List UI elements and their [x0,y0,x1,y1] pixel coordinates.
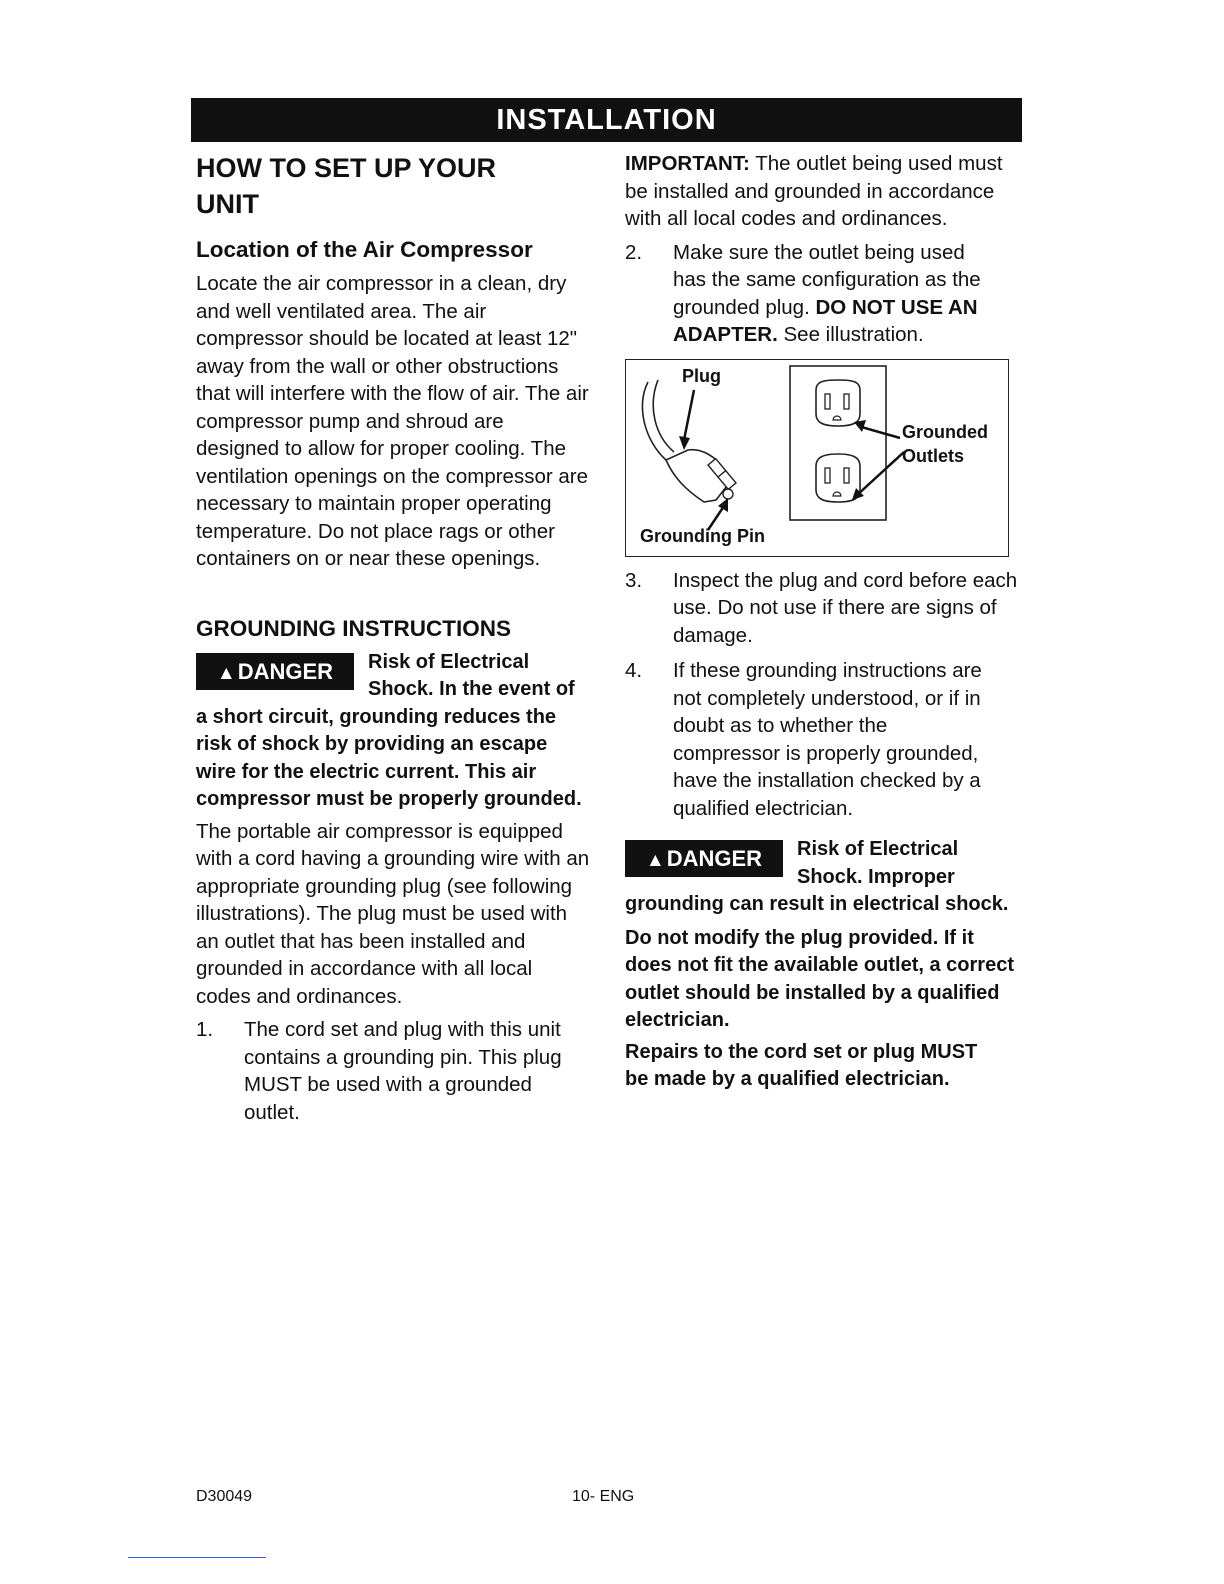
important-label: IMPORTANT: [625,152,750,175]
list-text [673,239,1025,349]
outlets-label: Outlets [902,445,965,466]
danger-text-2: Risk of Electrical Shock. Improper grounding can result in electrical shock. [625,838,1009,915]
page-number: 10- ENG [572,1488,635,1505]
danger-badge [196,653,354,690]
right-column [625,150,1025,1094]
list-text: Inspect the plug and cord before each use. Do not use if there are signs of damage. [673,568,1018,647]
repairs-warning: Repairs to the cord set or plug MUST be made by a qualified electrician. [625,1040,978,1090]
list-number: 2. [625,240,643,264]
grounded-label: Grounded [902,421,988,442]
list-number: 1. [196,1018,214,1041]
danger-warning-2 [625,836,1025,919]
list-text-bold: DO NOT USE AN ADAPTER. [673,295,978,346]
footnote-separator [128,1557,266,1558]
important-text: The outlet being used must be installed and grounded in accordance with all local codes and ordinances. [625,152,1003,230]
pin-arrowhead [718,498,728,512]
document-code: D30049 [196,1488,253,1505]
grounding-heading: GROUNDING INSTRUCTIONS [196,615,511,641]
danger-warning-1 [196,649,591,814]
list-text: The cord set and plug with this unit contains a grounding pin. This plug MUST be used with a grounded outlet. [244,1018,562,1124]
danger-badge [625,840,783,877]
section-banner: INSTALLATION [191,98,1022,142]
danger-badge-label: DANGER [666,846,763,871]
list-text-a: Make sure the outlet being used has the same configuration as the grounded plug. [673,240,981,319]
plug-arrow [684,390,694,440]
list-number: 3. [625,568,643,592]
plug-arrowhead [679,436,690,450]
important-paragraph [625,150,1005,233]
cord-line [653,380,674,452]
warning-triangle-icon: ▲ [645,850,665,871]
modify-warning: Do not modify the plug provided. If it does not fit the available outlet, a correct outlet should be installed by a qualified electrician. [625,926,1014,1031]
left-column [196,150,591,1126]
danger-text-1: Risk of Electrical Shock. In the event of a short circuit, grounding reduces the risk of shock by providing an escape wire for the electric current. This air compressor must be properly grounded. [196,650,582,810]
list-number: 4. [625,659,643,682]
list-item-2 [625,239,1025,349]
location-heading: Location of the Air Compressor [196,237,533,262]
list-item-4 [625,657,1025,822]
location-paragraph: Locate the air compressor in a clean, dry and well ventilated area. The air compressor should be located at least 12" away from the wall or other obstructions that will interfere with the flow of air. The air compressor pump and shroud are designed to allow for proper cooling. The ventilation openings on the compressor are necessary to maintain proper operating temperature. Do not place rags or other containers on or near these openings. [196,272,589,570]
grounding-pin-label: Grounding Pin [640,525,765,546]
grounding-pin [723,489,733,499]
setup-title: HOW TO SET UP YOUR UNIT [196,153,497,219]
plug-label: Plug [682,365,721,386]
list-item-1 [196,1016,591,1126]
list-text: If these grounding instructions are not completely understood, or if in doubt as to whether the compressor is properly grounded, have the installation checked by a qualified electrician. [673,659,982,820]
list-item-3 [625,567,1025,650]
plug-outlet-illustration [625,359,1009,557]
warning-triangle-icon: ▲ [216,662,236,684]
list-text-b: See illustration. [783,323,924,346]
portable-paragraph: The portable air compressor is equipped with a cord having a grounding wire with an appropriate grounding plug (see following illustrations). The plug must be used with an outlet that has been installed and grounded in accordance with all local codes and ordinances. [196,819,590,1008]
danger-badge-label: DANGER [237,658,334,684]
